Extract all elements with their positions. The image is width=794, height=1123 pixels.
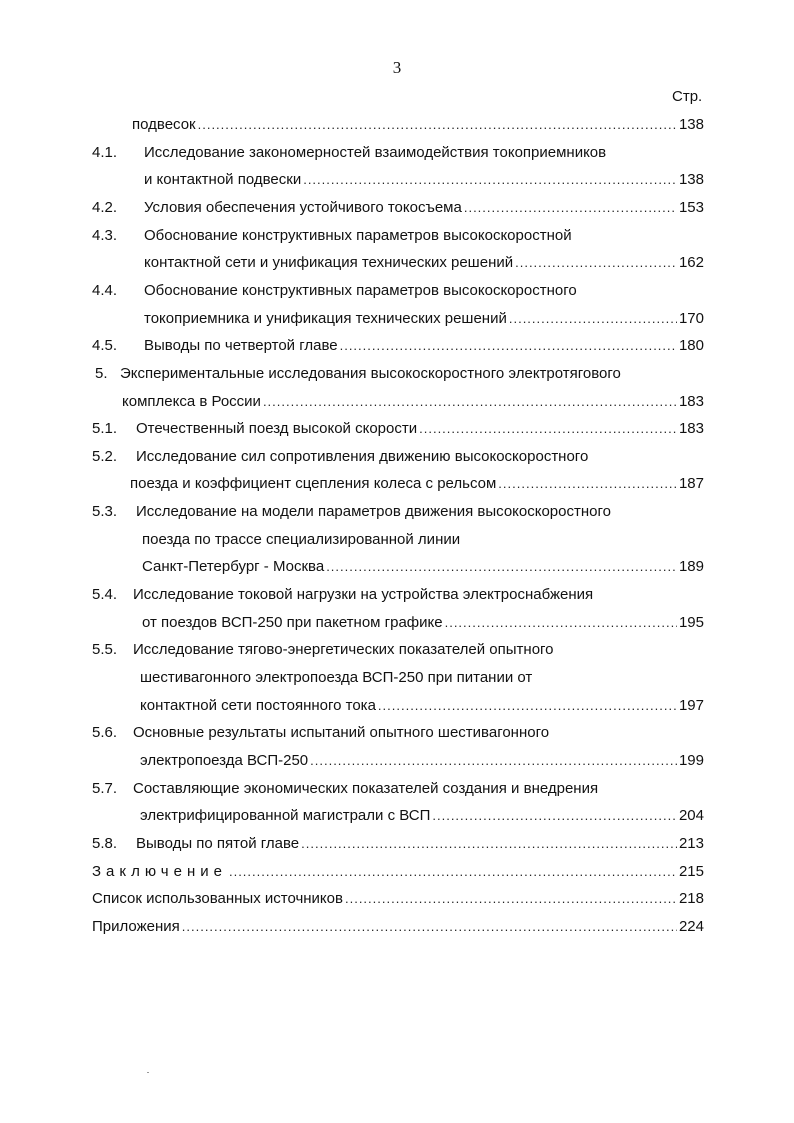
toc-entry bbox=[92, 668, 704, 688]
toc-entry-page: 183 bbox=[678, 420, 704, 437]
toc-entry bbox=[92, 364, 704, 384]
toc-entry bbox=[92, 170, 704, 190]
toc-leader bbox=[419, 419, 677, 439]
toc-entry bbox=[92, 585, 704, 605]
toc-entry bbox=[92, 530, 704, 550]
toc-entry bbox=[92, 198, 704, 218]
toc-leader bbox=[326, 557, 677, 577]
toc-entry-page: 218 bbox=[678, 890, 704, 907]
toc-entry-page: 162 bbox=[678, 254, 704, 271]
toc-entry bbox=[92, 253, 704, 273]
toc-entry-number: 4.3. bbox=[92, 227, 118, 244]
toc-entry bbox=[92, 281, 704, 301]
toc-entry-page: 180 bbox=[678, 337, 704, 354]
toc-entry bbox=[92, 392, 704, 412]
toc-entry-text: контактной сети постоянного тока bbox=[140, 697, 376, 714]
toc-entry-page: 153 bbox=[678, 199, 704, 216]
toc-leader bbox=[310, 751, 677, 771]
toc-entry-text: поезда и коэффициент сцепления колеса с рельсом bbox=[130, 475, 497, 492]
toc-entry-text: Приложения bbox=[92, 918, 180, 935]
toc-entry-text: Обоснование конструктивных параметров высокоскоростного bbox=[144, 282, 577, 299]
toc-entry-text: Обоснование конструктивных параметров высокоскоростной bbox=[144, 227, 572, 244]
toc-entry-page: 138 bbox=[678, 171, 704, 188]
toc-entry-number: 5.8. bbox=[92, 835, 118, 852]
toc-entry-number: 4.1. bbox=[92, 144, 118, 161]
toc-entry-page: 138 bbox=[678, 116, 704, 133]
page-number: 3 bbox=[392, 58, 402, 77]
toc-entry-text: Санкт-Петербург - Москва bbox=[142, 558, 325, 575]
toc-entry-text: подвесок bbox=[132, 116, 196, 133]
toc-entry bbox=[92, 143, 704, 163]
toc-entry-number: 5.6. bbox=[92, 724, 118, 741]
toc-entry-text: токоприемника и унификация технических решений bbox=[144, 310, 507, 327]
toc-leader bbox=[378, 696, 677, 716]
toc-entry-text: Заключение bbox=[92, 863, 227, 880]
toc-leader bbox=[445, 613, 677, 633]
toc-entry bbox=[92, 226, 704, 246]
toc-leader bbox=[198, 115, 677, 135]
toc-entry bbox=[92, 917, 704, 937]
toc-entry-text: от поездов ВСП-250 при пакетном графике bbox=[142, 614, 443, 631]
toc-entry-text: Условия обеспечения устойчивого токосъема bbox=[144, 199, 462, 216]
toc-entry bbox=[92, 723, 704, 743]
toc-entry-text: Выводы по пятой главе bbox=[136, 835, 300, 852]
toc-entry bbox=[92, 779, 704, 799]
toc-entry bbox=[92, 640, 704, 660]
toc-entry bbox=[92, 696, 704, 716]
toc-entry-text: Исследование закономерностей взаимодействия токоприемников bbox=[144, 144, 607, 161]
toc-entry-text: Выводы по четвертой главе bbox=[144, 337, 338, 354]
toc-entry-text: электрифицированной магистрали с ВСП bbox=[140, 807, 431, 824]
toc-entry-text: контактной сети и унификация технических решений bbox=[144, 254, 514, 271]
toc-entry-page: 195 bbox=[678, 614, 704, 631]
toc-entry-number: 5.4. bbox=[92, 586, 118, 603]
toc-leader bbox=[509, 309, 677, 329]
toc-entry-page: 170 bbox=[678, 310, 704, 327]
toc-entry-number: 4.4. bbox=[92, 282, 118, 299]
toc-entry bbox=[92, 502, 704, 522]
toc-entry-text: Исследование на модели параметров движения высокоскоростного bbox=[136, 503, 611, 520]
toc-entry bbox=[92, 613, 704, 633]
toc-entry bbox=[92, 889, 704, 909]
toc-entry-text: Исследование токовой нагрузки на устройства электроснабжения bbox=[133, 586, 594, 603]
toc-entry bbox=[92, 419, 704, 439]
toc-leader bbox=[515, 253, 677, 273]
toc-entry-page: 187 bbox=[678, 475, 704, 492]
toc-entry-text: Исследование сил сопротивления движению высокоскоростного bbox=[136, 448, 589, 465]
page-column-label: Стр. bbox=[672, 88, 703, 105]
toc-entry-page: 224 bbox=[678, 918, 704, 935]
toc-leader bbox=[182, 917, 677, 937]
toc-entry-number: 5.1. bbox=[92, 420, 118, 437]
toc-entry-number: 5.3. bbox=[92, 503, 118, 520]
toc-entry-text: поезда по трассе специализированной линии bbox=[142, 531, 461, 548]
toc-leader bbox=[464, 198, 677, 218]
toc-entry-number: 5.7. bbox=[92, 780, 118, 797]
toc-entry-text: комплекса в России bbox=[122, 393, 261, 410]
toc-entry bbox=[92, 115, 704, 135]
toc-entry-text: и контактной подвески bbox=[144, 171, 302, 188]
toc-entry bbox=[92, 834, 704, 854]
toc-entry bbox=[92, 806, 704, 826]
toc-entry-page: 197 bbox=[678, 697, 704, 714]
toc-entry-text: Список использованных источников bbox=[92, 890, 343, 907]
toc-leader bbox=[229, 862, 677, 882]
toc-leader bbox=[498, 474, 677, 494]
toc-entry bbox=[92, 862, 704, 882]
toc-entry-page: 183 bbox=[678, 393, 704, 410]
toc-leader bbox=[263, 392, 677, 412]
toc-leader bbox=[345, 889, 677, 909]
toc-entry-text: Отечественный поезд высокой скорости bbox=[136, 420, 418, 437]
toc-entry-page: 213 bbox=[678, 835, 704, 852]
toc-entry-text: шестивагонного электропоезда ВСП-250 при питании от bbox=[140, 669, 533, 686]
scan-speck bbox=[147, 1072, 149, 1073]
toc-entry-text: Исследование тягово-энергетических показателей опытного bbox=[133, 641, 554, 658]
toc-entry-text: электропоезда ВСП-250 bbox=[140, 752, 309, 769]
toc-entry-number: 5.2. bbox=[92, 448, 118, 465]
toc-entry bbox=[92, 447, 704, 467]
toc-entry-number: 5.5. bbox=[92, 641, 118, 658]
toc-entry-page: 204 bbox=[678, 807, 704, 824]
toc-entry bbox=[92, 474, 704, 494]
toc-entry-text: Основные результаты испытаний опытного шестивагонного bbox=[133, 724, 550, 741]
toc-entry bbox=[92, 336, 704, 356]
toc-leader bbox=[301, 834, 677, 854]
toc-leader bbox=[340, 336, 677, 356]
toc-entry-page: 199 bbox=[678, 752, 704, 769]
toc-entry-page: 189 bbox=[678, 558, 704, 575]
toc-entry bbox=[92, 309, 704, 329]
toc-leader bbox=[303, 170, 677, 190]
toc-entry-number: 4.5. bbox=[92, 337, 118, 354]
toc-leader bbox=[432, 806, 677, 826]
toc-entry-number: 5. bbox=[95, 365, 108, 382]
toc-entry-number: 4.2. bbox=[92, 199, 118, 216]
toc-entry-text: Экспериментальные исследования высокоскоростного электротягового bbox=[120, 365, 621, 382]
toc-entry bbox=[92, 751, 704, 771]
toc-entry bbox=[92, 557, 704, 577]
toc-entry-page: 215 bbox=[678, 863, 704, 880]
toc-entry-text: Составляющие экономических показателей создания и внедрения bbox=[133, 780, 599, 797]
